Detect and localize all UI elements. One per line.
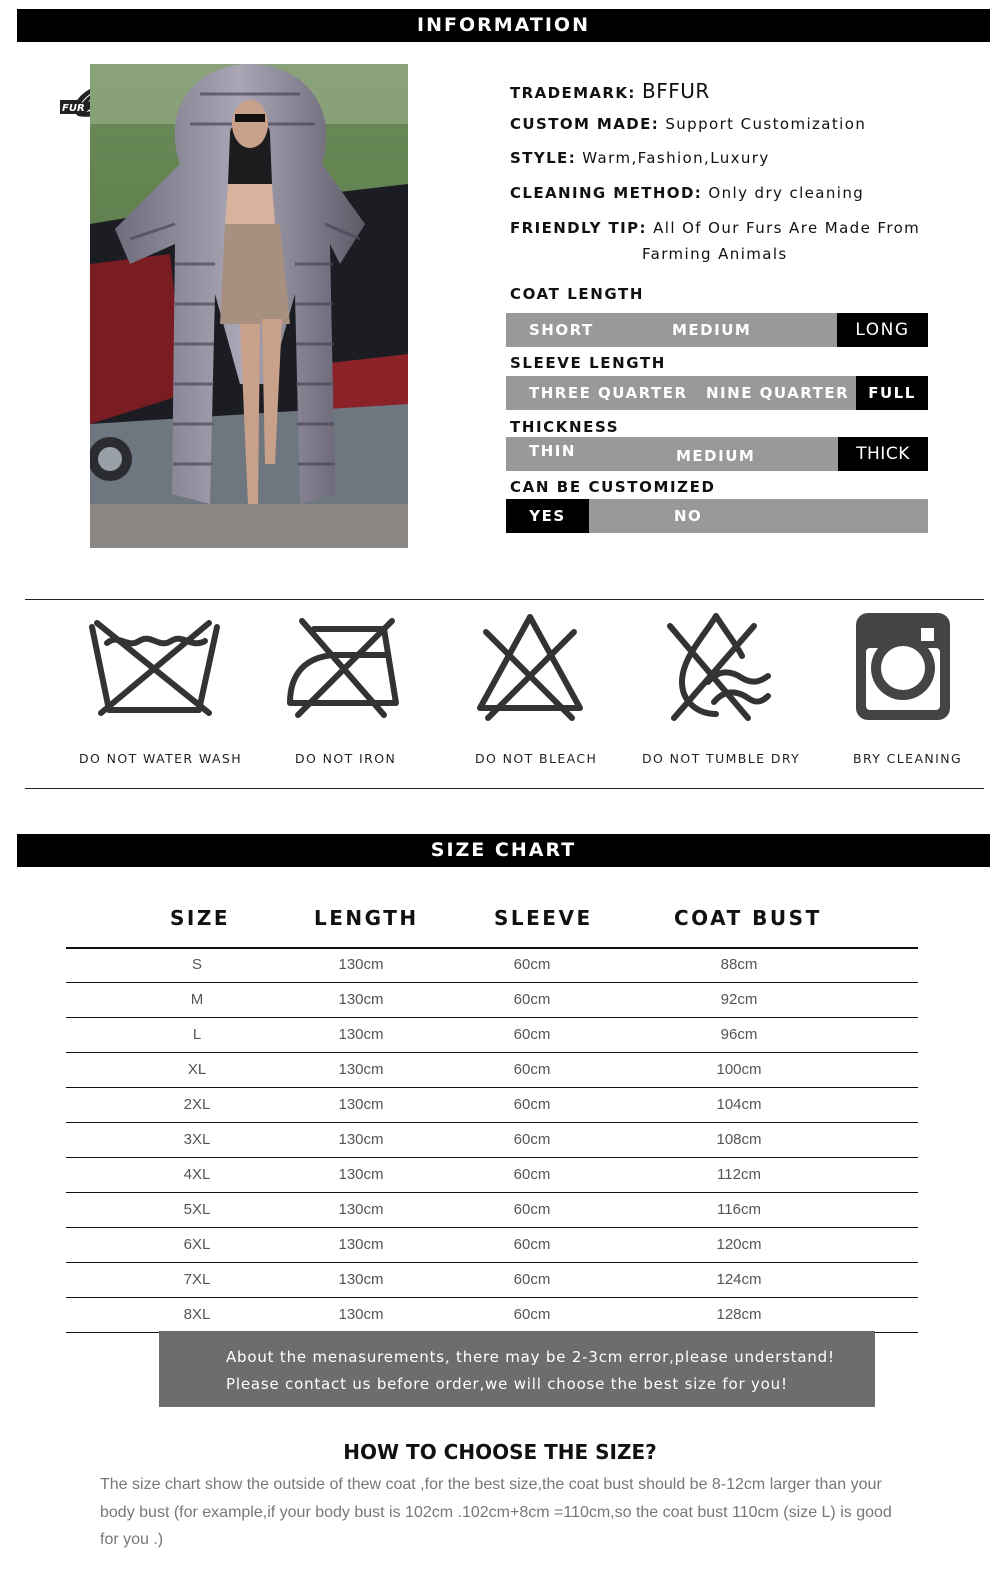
length-cell: 130cm [338, 991, 384, 1008]
size-chart-header: SIZE CHART [17, 834, 990, 867]
table-row [66, 1123, 918, 1158]
coat-bust-cell: 124cm [716, 1271, 762, 1288]
tip-row [510, 219, 920, 237]
length-cell: 130cm [338, 1061, 384, 1078]
table-row [66, 1228, 918, 1263]
trademark-row [510, 79, 710, 103]
length-cell: 130cm [338, 956, 384, 973]
cleaning-row [510, 184, 864, 202]
option-full-selected: FULL [856, 376, 928, 410]
length-cell: 130cm [338, 1236, 384, 1253]
length-cell: 130cm [338, 1306, 384, 1323]
option-short: SHORT [529, 321, 594, 339]
column-header-coat-bust: COAT BUST [674, 906, 822, 930]
size-cell: S [191, 956, 203, 973]
custom-made-label: CUSTOM MADE: [510, 115, 660, 133]
size-cell: 8XL [183, 1306, 211, 1323]
table-row [66, 1158, 918, 1193]
size-cell: 3XL [183, 1131, 211, 1148]
coat-bust-cell: 92cm [720, 991, 758, 1008]
coat-length-title: COAT LENGTH [510, 285, 645, 303]
sleeve-length-title: SLEEVE LENGTH [510, 354, 666, 372]
table-row [66, 1193, 918, 1228]
coat-length-bar [506, 313, 928, 347]
length-cell: 130cm [338, 1271, 384, 1288]
cleaning-label: CLEANING METHOD: [510, 184, 703, 202]
length-cell: 130cm [338, 1026, 384, 1043]
sleeve-cell: 60cm [513, 1306, 551, 1323]
option-thin: THIN [529, 442, 576, 460]
information-header: INFORMATION [17, 9, 990, 42]
table-row [66, 1263, 918, 1298]
size-cell: 6XL [183, 1236, 211, 1253]
cleaning-value: Only dry cleaning [708, 184, 865, 202]
option-medium-length: MEDIUM [672, 321, 752, 339]
tip-value-line1: All Of Our Furs Are Made From [653, 219, 921, 237]
column-header-size: SIZE [170, 906, 231, 930]
sleeve-cell: 60cm [513, 1026, 551, 1043]
product-photo [90, 64, 408, 548]
care-label-no-iron: DO NOT IRON [295, 751, 397, 766]
style-label: STYLE: [510, 149, 577, 167]
howto-text: The size chart show the outside of thew coat ,for the best size,the coat bust should be 8-12cm larger than your body bust (for example,if your body bust is 102cm .102cm+8cm =110cm,so the coat bust 110cm (size L) is good for you .) [100, 1476, 892, 1548]
care-label-no-bleach: DO NOT BLEACH [475, 751, 598, 766]
coat-bust-cell: 116cm [717, 1201, 761, 1218]
no-iron-icon [284, 615, 402, 719]
howto-title: HOW TO CHOOSE THE SIZE? [343, 1440, 657, 1464]
thickness-bar [506, 437, 928, 471]
size-cell: 5XL [183, 1201, 211, 1218]
thickness-title: THICKNESS [510, 418, 620, 436]
logo-text: FUR [62, 103, 85, 114]
no-bleach-icon [474, 612, 586, 722]
column-header-sleeve: SLEEVE [494, 906, 593, 930]
no-wash-icon [87, 615, 223, 719]
care-bottom-divider [25, 788, 984, 789]
table-row [66, 1298, 918, 1333]
coat-bust-cell: 96cm [720, 1026, 758, 1043]
length-cell: 130cm [338, 1201, 384, 1218]
sleeve-length-bar [506, 376, 928, 410]
table-row [66, 1053, 918, 1088]
care-label-no-tumble-dry: DO NOT TUMBLE DRY [642, 751, 801, 766]
trademark-label: TRADEMARK: [510, 84, 636, 102]
coat-bust-cell: 108cm [716, 1131, 762, 1148]
custom-made-value: Support Customization [665, 115, 867, 133]
option-long-selected: LONG [837, 313, 928, 347]
table-row [66, 1018, 918, 1053]
option-thick-selected: THICK [838, 437, 928, 471]
care-label-no-wash: DO NOT WATER WASH [79, 751, 243, 766]
sleeve-cell: 60cm [513, 1166, 551, 1183]
tip-value-line2: Farming Animals [642, 245, 788, 263]
coat-bust-cell: 120cm [716, 1236, 762, 1253]
sleeve-cell: 60cm [513, 1131, 551, 1148]
size-cell: 4XL [183, 1166, 211, 1183]
coat-bust-cell: 112cm [717, 1166, 761, 1183]
length-cell: 130cm [338, 1096, 384, 1113]
sleeve-cell: 60cm [513, 991, 551, 1008]
trademark-value: BFFUR [641, 79, 710, 103]
coat-bust-cell: 88cm [720, 956, 758, 973]
dry-cleaning-icon [855, 612, 951, 722]
customized-title: CAN BE CUSTOMIZED [510, 478, 716, 496]
sleeve-cell: 60cm [513, 1061, 551, 1078]
sleeve-cell: 60cm [513, 1271, 551, 1288]
customized-bar [506, 499, 928, 533]
option-yes-selected: YES [506, 499, 589, 533]
size-cell: 2XL [183, 1096, 211, 1113]
table-row [66, 948, 918, 983]
option-medium-thickness: MEDIUM [676, 447, 756, 465]
style-row [510, 149, 770, 167]
custom-made-row [510, 115, 866, 133]
measurement-note-line1: About the menasurements, there may be 2-3cm error,please understand! [226, 1348, 835, 1366]
coat-bust-cell: 128cm [716, 1306, 762, 1323]
length-cell: 130cm [338, 1166, 384, 1183]
option-no: NO [674, 507, 703, 525]
coat-bust-cell: 104cm [716, 1096, 762, 1113]
sleeve-cell: 60cm [513, 956, 551, 973]
size-cell: L [192, 1026, 202, 1043]
measurement-note [159, 1331, 875, 1407]
size-cell: XL [187, 1061, 207, 1078]
coat-bust-cell: 100cm [716, 1061, 762, 1078]
sleeve-cell: 60cm [513, 1096, 551, 1113]
size-cell: M [190, 991, 204, 1008]
table-row [66, 1088, 918, 1123]
care-top-divider [25, 599, 984, 600]
tip-label: FRIENDLY TIP: [510, 219, 647, 237]
column-header-length: LENGTH [314, 906, 419, 930]
sleeve-cell: 60cm [513, 1236, 551, 1253]
no-tumble-dry-icon [664, 612, 772, 722]
table-row [66, 983, 918, 1018]
measurement-note-line2: Please contact us before order,we will choose the best size for you! [226, 1375, 788, 1393]
length-cell: 130cm [338, 1131, 384, 1148]
option-three-quarter: THREE QUARTER [529, 384, 688, 402]
option-nine-quarter: NINE QUARTER [706, 384, 850, 402]
size-cell: 7XL [183, 1271, 211, 1288]
sleeve-cell: 60cm [513, 1201, 551, 1218]
style-value: Warm,Fashion,Luxury [582, 149, 770, 167]
care-label-dry-cleaning: BRY CLEANING [853, 751, 963, 766]
